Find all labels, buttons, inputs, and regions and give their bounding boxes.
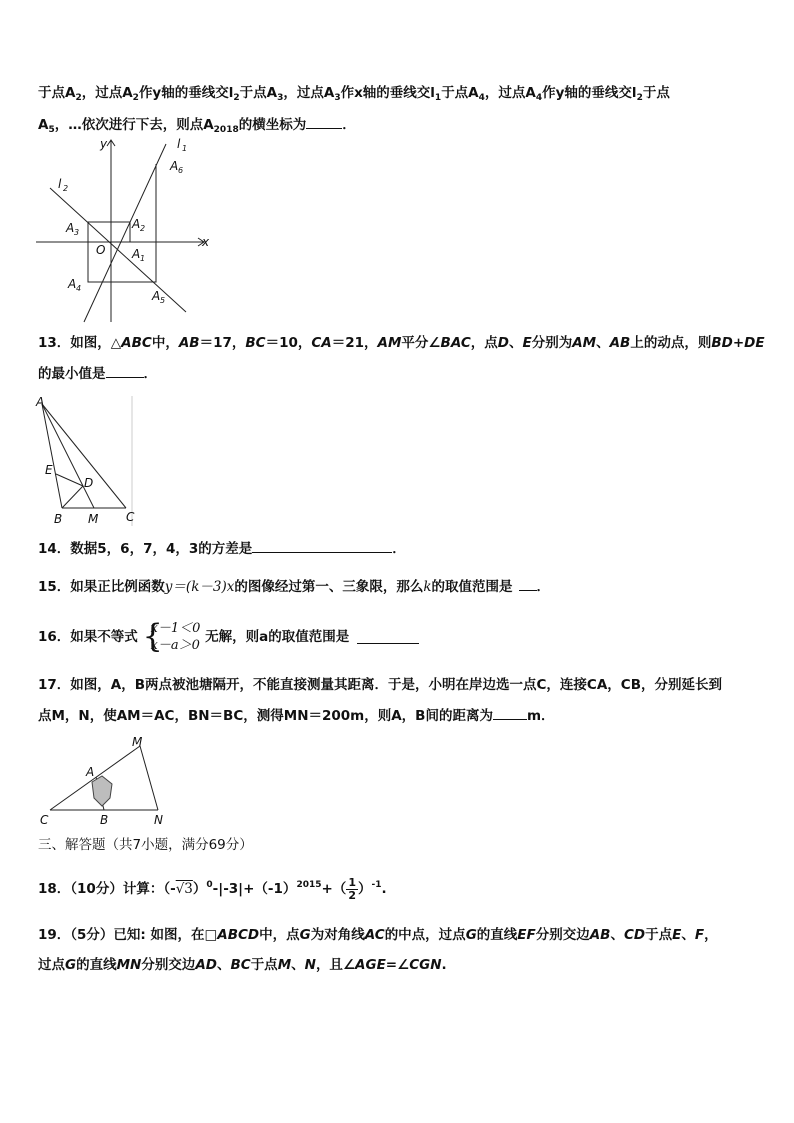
q13-line2: 的最小值是 ．	[38, 366, 157, 382]
pond-shape	[92, 776, 112, 806]
staircase-path	[88, 164, 156, 282]
q15: 15．如果正比例函数y＝(k－3)x的图像经过第一、三象限，那么k的取值范围是 ．	[38, 579, 551, 595]
svg-text:M: M	[132, 735, 143, 749]
svg-text:A: A	[86, 765, 95, 779]
svg-text:l: l	[177, 137, 181, 151]
svg-text:C: C	[40, 813, 49, 827]
q18: 18．（10分）计算：$(-√3)^0-|-3|+(-1)^{2015}+$（ $\frac{1}{2}$ ）$^{-1}$.	[38, 875, 387, 902]
svg-text:O: O	[96, 243, 106, 257]
svg-text:A: A	[68, 277, 77, 291]
svg-text:4: 4	[76, 284, 82, 293]
svg-text:x: x	[202, 235, 210, 249]
svg-text:6: 6	[178, 166, 184, 175]
q12-coordinate-figure	[36, 136, 216, 326]
q13-line1: 13．如图，△ABC中，AB＝17，BC＝10，CA＝21，AM平分∠BAC，点D、E分别为AM、AB上的动点，则BD+DE	[38, 335, 765, 351]
q13-triangle-figure	[36, 396, 146, 528]
svg-text:D: D	[84, 476, 94, 490]
svg-text:5: 5	[160, 296, 166, 305]
q19-line2: 过点G的直线MN分别交边AD、BC于点M、N，且∠AGE=∠CGN.	[38, 957, 447, 973]
svg-text:1: 1	[182, 144, 188, 153]
section-heading: 三、解答题（共7小题，满分69分）	[38, 837, 253, 853]
svg-text:C: C	[126, 510, 135, 524]
svg-text:N: N	[154, 813, 163, 827]
line-MN	[140, 746, 158, 810]
answer-blank	[306, 116, 342, 129]
svg-text:B: B	[54, 512, 63, 526]
bisector-AM	[42, 404, 94, 508]
svg-text:A: A	[152, 289, 161, 303]
q17-line2: 点M，N，使AM＝AC，BN＝BC，测得MN＝200m，则A，B间的距离为 m．	[38, 708, 555, 724]
answer-blank	[519, 578, 537, 591]
side-AB	[42, 404, 62, 508]
q12-line1: 于点$A_2$，过点$A_2$作y轴的垂线交$l_2$于点$A_3$，过点$A_3$作x轴的垂线交$l_1$于点$A_4$，过点$A_4$作y轴的垂线交$l_2$于点	[38, 85, 670, 103]
svg-text:B: B	[100, 813, 109, 827]
q17-pond-figure	[36, 736, 176, 828]
answer-blank	[252, 540, 392, 553]
side-AC	[42, 404, 126, 508]
segment-ED	[56, 474, 83, 486]
svg-text:A: A	[132, 247, 141, 261]
svg-text:y: y	[100, 137, 108, 151]
svg-text:A: A	[66, 221, 75, 235]
inequality-system: { x－1＜0 x－a＞0	[142, 617, 201, 655]
svg-text:l: l	[58, 177, 62, 191]
q12-line2: $A_5$，…依次进行下去，则点$A_{2018}$的横坐标为 ．	[38, 117, 356, 135]
segment-BD	[62, 486, 83, 508]
line-l2	[50, 188, 186, 312]
answer-blank	[106, 365, 144, 378]
svg-text:E: E	[45, 463, 53, 477]
svg-text:A: A	[170, 159, 179, 173]
svg-text:3: 3	[74, 228, 80, 237]
q19-line1: 19．（5分）已知: 如图，在□ABCD中，点G为对角线AC的中点，过点G的直线EF分别交边AB、CD于点E、F，	[38, 927, 718, 943]
svg-text:2: 2	[63, 184, 69, 193]
q17-line1: 17．如图，A，B两点被池塘隔开，不能直接测量其距离．于是，小明在岸边选一点C，连接CA，CB，分别延长到	[38, 677, 722, 693]
svg-text:2: 2	[140, 224, 146, 233]
svg-text:M: M	[88, 512, 99, 526]
line-CM	[50, 746, 140, 810]
q14: 14．数据5，6，7，4，3的方差是 ．	[38, 541, 406, 557]
svg-text:1: 1	[140, 254, 146, 263]
answer-blank	[357, 631, 419, 644]
svg-text:A: A	[132, 217, 141, 231]
fraction-one-half: $\frac{1}{2}$	[348, 875, 356, 902]
q16: 16．如果不等式 { x－1＜0 x－a＞0 无解，则a的取值范围是	[38, 620, 419, 654]
svg-text:A: A	[36, 395, 45, 409]
answer-blank	[493, 707, 527, 720]
